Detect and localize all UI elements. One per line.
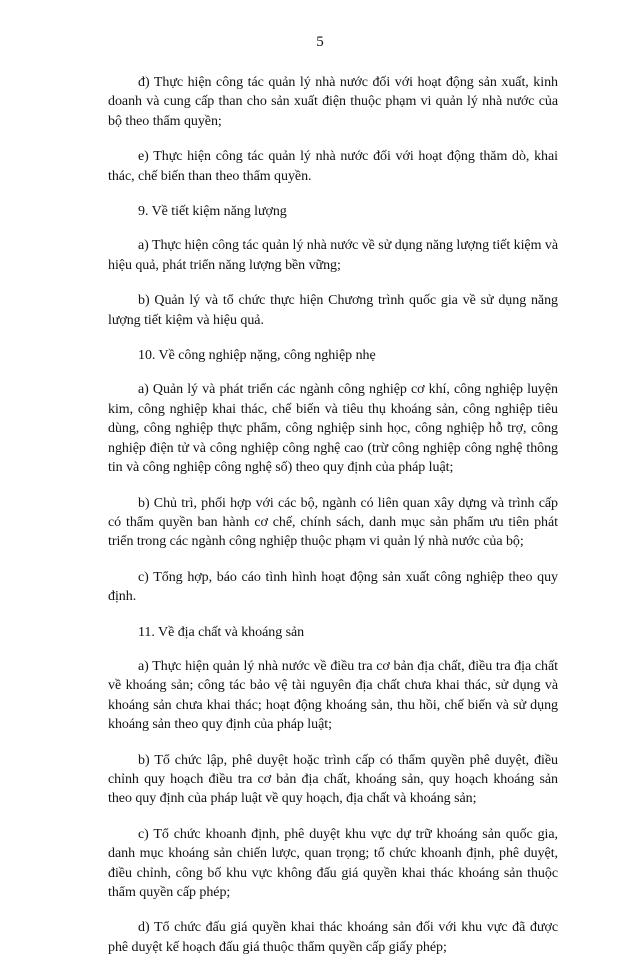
section-heading-heavy-light-industry: 10. Về công nghiệp nặng, công nghiệp nhẹ [138, 348, 376, 364]
paragraph-c-mineral-reserves: c) Tổ chức khoanh định, phê duyệt khu vực dự trữ khoáng sản quốc gia, danh mục khoáng sản chiến lược, quan trọng; tổ chức khoanh định, phê duyệt, điều chỉnh, công bố khu vực không đấu giá quyền khai thác khoáng sản thuộc thẩm quyền cấp phép; [108, 826, 558, 900]
paragraph-d-mineral-auction: d) Tổ chức đấu giá quyền khai thác khoáng sản đối với khu vực đã được phê duyệt kế hoạch đấu giá thuộc thẩm quyền cấp giấy phép; [108, 920, 558, 955]
paragraph-e-coal-exploration: e) Thực hiện công tác quản lý nhà nước đối với hoạt động thăm dò, khai thác, chế biến than theo thẩm quyền. [108, 149, 558, 184]
section-heading-energy-saving: 9. Về tiết kiệm năng lượng [138, 204, 287, 220]
page-number: 5 [316, 34, 324, 50]
paragraph-d-coal-supply: đ) Thực hiện công tác quản lý nhà nước đối với hoạt động sản xuất, kinh doanh và cung cấp than cho sản xuất điện thuộc phạm vi quản lý nhà nước của bộ theo thẩm quyền; [108, 75, 558, 129]
paragraph-b-national-program: b) Quản lý và tổ chức thực hiện Chương trình quốc gia về sử dụng năng lượng tiết kiệm và hiệu quả. [108, 293, 558, 328]
section-heading-geology-minerals: 11. Về địa chất và khoáng sản [138, 624, 305, 640]
paragraph-b-policy-coordination: b) Chủ trì, phối hợp với các bộ, ngành có liên quan xây dựng và trình cấp có thẩm quyền ban hành cơ chế, chính sách, danh mục sản phẩm ưu tiên phát triển trong các ngành công nghiệp thuộc phạm vi quản lý nhà nước của bộ; [108, 495, 558, 550]
paragraph-c-industry-report: c) Tổng hợp, báo cáo tình hình hoạt động sản xuất công nghiệp theo quy định. [108, 569, 558, 605]
paragraph-a-industry-development: a) Quản lý và phát triển các ngành công nghiệp cơ khí, công nghiệp luyện kim, công nghiệp khai thác, chế biến và tiêu thụ khoáng sản, công nghiệp tiêu dùng, công nghiệp thực phẩm, công nghiệp sinh học, công nghiệp hỗ trợ, công nghiệp điện tử và công nghiệp công nghệ cao (trừ công nghiệp công nghệ thông tin và công nghiệp công nghệ số) theo quy định của pháp luật; [108, 382, 558, 476]
paragraph-a-energy-efficiency: a) Thực hiện công tác quản lý nhà nước về sử dụng năng lượng tiết kiệm và hiệu quả, phát triển năng lượng bền vững; [108, 238, 558, 273]
paragraph-a-geology-management: a) Thực hiện quản lý nhà nước về điều tra cơ bản địa chất, điều tra địa chất về khoáng sản; công tác bảo vệ tài nguyên địa chất chưa khai thác, sử dụng và khoáng sản chưa khai thác; hoạt động khoáng sản, thu hồi, chế biến và sử dụng khoáng sản theo quy định của pháp luật; [108, 658, 558, 733]
paragraph-b-geology-planning: b) Tổ chức lập, phê duyệt hoặc trình cấp có thẩm quyền phê duyệt, điều chỉnh quy hoạch điều tra cơ bản địa chất, khoáng sản, quy hoạch khoáng sản theo quy định của pháp luật về quy hoạch, địa chất và khoáng sản; [108, 752, 558, 807]
document-body [108, 73, 558, 973]
